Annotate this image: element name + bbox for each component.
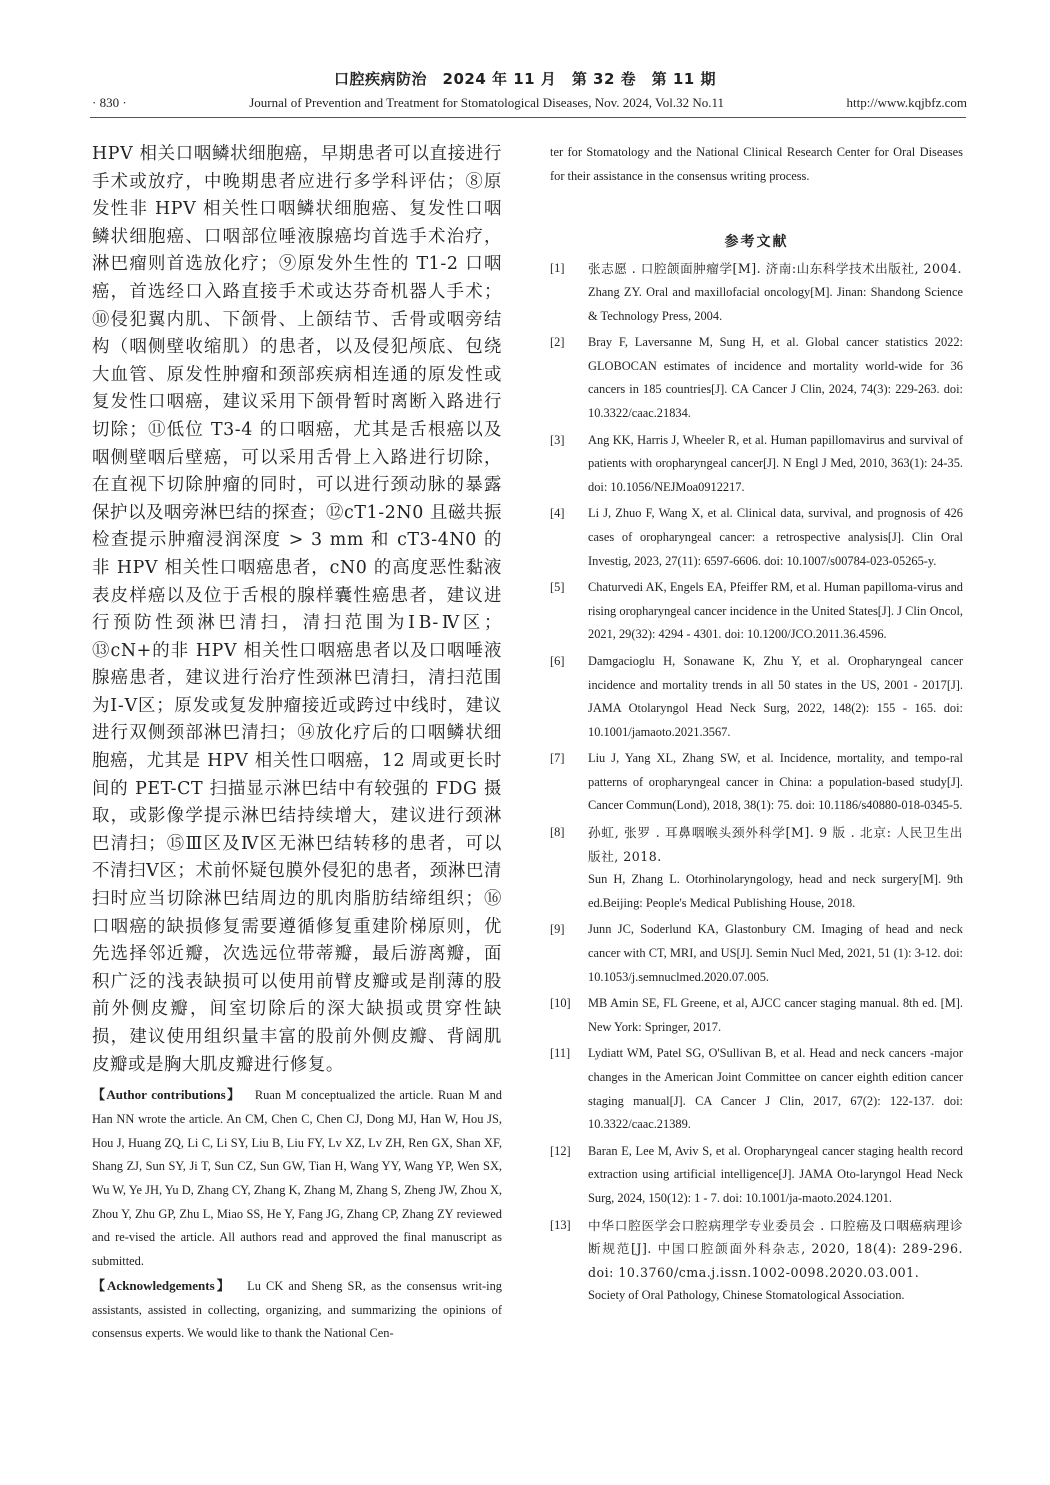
reference-item: [550, 429, 963, 500]
reference-item: [550, 257, 963, 328]
reference-text: [588, 821, 963, 915]
reference-line: 中华口腔医学会口腔病理学专业委员会 . 口腔癌及口咽癌病理诊断规范[J]. 中国口腔颌面外科杂志, 2020, 18(4): 289-296. doi: 10.3760/cma.j.issn.1002-0098.2020.03.001.: [588, 1217, 963, 1280]
reference-line: Damgacioglu H, Sonawane K, Zhu Y, et al. Oropharyngeal cancer incidence and mortality trends in all 50 states in the US, 2001 - 2017[J]. JAMA Otolaryngol Head Neck Surg, 2022, 148(2): 155 - 165. doi: 10.1001/jamaoto.2021.3567.: [588, 653, 963, 739]
reference-item: [550, 1042, 963, 1136]
reference-line: Baran E, Lee M, Aviv S, et al. Oropharyngeal cancer staging health record extraction using artificial intelligence[J]. JAMA Oto-laryngol Head Neck Surg, 2024, 150(12): 1 - 7. doi: 10.1001/ja-maoto.2024.1201.: [588, 1143, 963, 1205]
reference-line: MB Amin SE, FL Greene, et al, AJCC cancer staging manual. 8th ed. [M]. New York: Springer, 2017.: [588, 996, 963, 1034]
reference-item: [550, 1214, 963, 1308]
reference-text: [588, 1214, 963, 1308]
reference-line: Sun H, Zhang L. Otorhinolaryngology, head and neck surgery[M]. 9th ed.Beijing: People's Medical Publishing House, 2018.: [588, 872, 963, 910]
journal-citation-line: [92, 95, 967, 111]
reference-line: Zhang ZY. Oral and maxillofacial oncology[M]. Jinan: Shandong Science & Technology Press, 2004.: [588, 285, 963, 323]
acknowledgements-text: Lu CK and Sheng SR, as the consensus writ-ing assistants, assisted in collecting, organizing, and summarizing the opinions of consensus experts. We would like to thank the National Cen-: [92, 1278, 502, 1341]
journal-title-cn: 口腔疾病防治 2024 年 11 月 第 32 卷 第 11 期: [334, 70, 716, 88]
reference-item: [550, 992, 963, 1039]
reference-text: [588, 1140, 963, 1211]
reference-number: [11]: [550, 1046, 571, 1061]
acknowledgements-continued: ter for Stomatology and the National Clinical Research Center for Oral Diseases for their assistance in the consensus writing process.: [550, 145, 963, 183]
acknowledgements-heading: 【Acknowledgements】: [92, 1277, 232, 1293]
reference-number: [5]: [550, 580, 565, 595]
reference-line: Bray F, Laversanne M, Sung H, et al. Global cancer statistics 2022: GLOBOCAN estimates of incidence and mortality world-wide for 36 cancers in 185 countries[J]. CA Cancer J Clin, 2024, 74(3): 229-263. doi: 10.3322/caac.21834.: [588, 335, 963, 420]
references-title: 参考文献: [724, 234, 789, 251]
left-column: [92, 141, 502, 1346]
author-contributions-text: Ruan M conceptualized the article. Ruan M and Han NN wrote the article. An CM, Chen C, Chen CJ, Dong MJ, Han W, Hou JS, Hou J, Huang ZQ, Li C, Li SY, Liu B, Liu FY, Lv XZ, Lv ZH, Ren GX, Shan XF, Shang ZJ, Sun SY, Ji T, Sun CZ, Sun GW, Tian H, Wang YY, Wang YP, Wen SX, Wu W, Ye JH, Yu D, Zhang CY, Zhang K, Zhang M, Zhang S, Zheng JW, Zhou X, Zhou Y, Zhu GP, Zhu L, Miao SS, He Y, Fang JG, Zhang CP, Zhang ZY reviewed and re-vised the article. All authors read and approved the final manuscript as submitted.: [92, 1088, 502, 1269]
reference-line: 孙虹, 张罗 . 耳鼻咽喉头颈外科学[M]. 9 版 . 北京: 人民卫生出版社, 2018.: [588, 825, 963, 864]
reference-line: Ang KK, Harris J, Wheeler R, et al. Human papillomavirus and survival of patients with oropharyngeal cancer[J]. N Engl J Med, 2010, 363(1): 24-35. doi: 10.1056/NEJMoa0912217.: [588, 432, 963, 494]
author-contributions-heading: 【Author contributions】: [92, 1087, 242, 1103]
journal-title-en: Journal of Prevention and Treatment for Stomatological Diseases, Nov. 2024, Vol.32 No.11: [249, 95, 724, 110]
reference-number: [4]: [550, 506, 565, 521]
reference-list: [550, 257, 963, 1308]
reference-number: [6]: [550, 653, 565, 668]
reference-text: [588, 747, 963, 818]
reference-item: [550, 918, 963, 989]
reference-item: [550, 1140, 963, 1211]
reference-text: [588, 650, 963, 744]
reference-item: [550, 331, 963, 425]
reference-number: [12]: [550, 1143, 571, 1158]
reference-text: [588, 331, 963, 425]
reference-line: Lydiatt WM, Patel SG, O'Sullivan B, et al. Head and neck cancers -major changes in the American Joint Committee on cancer eighth edition cancer staging manual[J]. CA Cancer J Clin, 2017, 67(2): 122-137. doi: 10.3322/caac.21389.: [588, 1046, 963, 1132]
author-contributions: [92, 1083, 502, 1274]
reference-item: [550, 576, 963, 647]
reference-item: [550, 821, 963, 915]
reference-number: [7]: [550, 751, 565, 766]
reference-item: [550, 650, 963, 744]
reference-text: [588, 257, 963, 328]
reference-text: [588, 576, 963, 647]
reference-number: [1]: [550, 261, 565, 276]
reference-number: [13]: [550, 1217, 571, 1232]
reference-line: Liu J, Yang XL, Zhang SW, et al. Incidence, mortality, and tempo-ral patterns of oropharyngeal cancer in China: a population-based study[J]. Cancer Commun(Lond), 2018, 38(1): 75. doi: 10.1186/s40880-018-0345-5.: [588, 751, 963, 813]
header-divider: [90, 117, 966, 118]
reference-number: [8]: [550, 825, 565, 840]
reference-text: [588, 1042, 963, 1136]
reference-line: Junn JC, Soderlund KA, Glastonbury CM. Imaging of head and neck cancer with CT, MRI, and US[J]. Semin Nucl Med, 2021, 51 (1): 3-12. doi: 10.1053/j.semnuclmed.2020.07.005.: [588, 922, 963, 984]
reference-text: [588, 918, 963, 989]
reference-number: [9]: [550, 922, 565, 937]
reference-number: [10]: [550, 996, 571, 1011]
reference-text: [588, 992, 963, 1039]
reference-text: [588, 502, 963, 573]
reference-line: Li J, Zhuo F, Wang X, et al. Clinical data, survival, and prognosis of 426 cases of oropharyngeal cancer: a retrospective analysis[J]. Clin Oral Investig, 2023, 27(11): 6597-6606. doi: 10.1007/s00784-023-05265-y.: [588, 506, 963, 568]
reference-line: Society of Oral Pathology, Chinese Stomatological Association.: [588, 1288, 905, 1303]
reference-number: [2]: [550, 335, 565, 350]
reference-text: [588, 429, 963, 500]
body-paragraph: HPV 相关口咽鳞状细胞癌，早期患者可以直接进行手术或放疗，中晚期患者应进行多学科评估；⑧原发性非 HPV 相关性口咽鳞状细胞癌、复发性口咽鳞状细胞癌、口咽部位唾液腺癌均首选手术治疗，淋巴瘤则首选放化疗；⑨原发外生性的 T1-2 口咽癌，首选经口入路直接手术或达芬奇机器人手术；⑩侵犯翼内肌、下颌骨、上颌结节、舌骨或咽旁结构（咽侧壁收缩肌）的患者，以及侵犯颅底、包绕大血管、原发性肿瘤和颈部疾病相连通的原发性或复发性口咽癌，建议采用下颌骨暂时离断入路进行切除；⑪低位 T3-4 的口咽癌，尤其是舌根癌以及咽侧壁咽后壁癌，可以采用舌骨上入路进行切除，在直视下切除肿瘤的同时，可以进行颈动脉的暴露保护以及咽旁淋巴结的探查；⑫cT1-2N0 且磁共振检查提示肿瘤浸润深度 > 3 mm 和 cT3-4N0 的非 HPV 相关性口咽癌患者，cN0 的高度恶性黏液表皮样癌以及位于舌根的腺样囊性癌患者，建议进行预防性颈淋巴清扫，清扫范围为ⅠB-Ⅳ区；⑬cN+的非 HPV 相关性口咽癌患者以及口咽唾液腺癌患者，建议进行治疗性颈淋巴清扫，清扫范围为Ⅰ-Ⅴ区；原发或复发肿瘤接近或跨过中线时，建议进行双侧颈部淋巴清扫；⑭放化疗后的口咽鳞状细胞癌，尤其是 HPV 相关性口咽癌，12 周或更长时间的 PET-CT 扫描显示淋巴结中有较强的 FDG 摄取，或影像学提示淋巴结持续增大，建议进行颈淋巴清扫；⑮Ⅲ区及Ⅳ区无淋巴结转移的患者，可以不清扫Ⅴ区；术前怀疑包膜外侵犯的患者，颈淋巴清扫时应当切除淋巴结周边的肌肉脂肪结缔组织；⑯口咽癌的缺损修复需要遵循修复重建阶梯原则，优先选择邻近瓣，次选远位带蒂瓣，最后游离瓣，面积广泛的浅表缺损可以使用前臂皮瓣或是削薄的股前外侧皮瓣，间室切除后的深大缺损或贯穿性缺损，建议使用组织量丰富的股前外侧皮瓣、背阔肌皮瓣或是胸大肌皮瓣进行修复。: [92, 144, 502, 1075]
reference-number: [3]: [550, 432, 565, 447]
reference-item: [550, 502, 963, 573]
acknowledgements: [92, 1274, 502, 1346]
journal-url[interactable]: http://www.kqjbfz.com: [846, 95, 967, 110]
right-column: [550, 141, 963, 1311]
reference-line: Chaturvedi AK, Engels EA, Pfeiffer RM, et al. Human papilloma-virus and rising oropharyngeal cancer incidence in the United States[J]. J Clin Oncol, 2021, 29(32): 4294 - 4301. doi: 10.1200/JCO.2011.36.4596.: [588, 580, 963, 642]
reference-line: 张志愿 . 口腔颌面肿瘤学[M]. 济南:山东科学技术出版社, 2004.: [588, 261, 963, 277]
reference-item: [550, 747, 963, 818]
page-number: · 830 ·: [92, 95, 127, 110]
